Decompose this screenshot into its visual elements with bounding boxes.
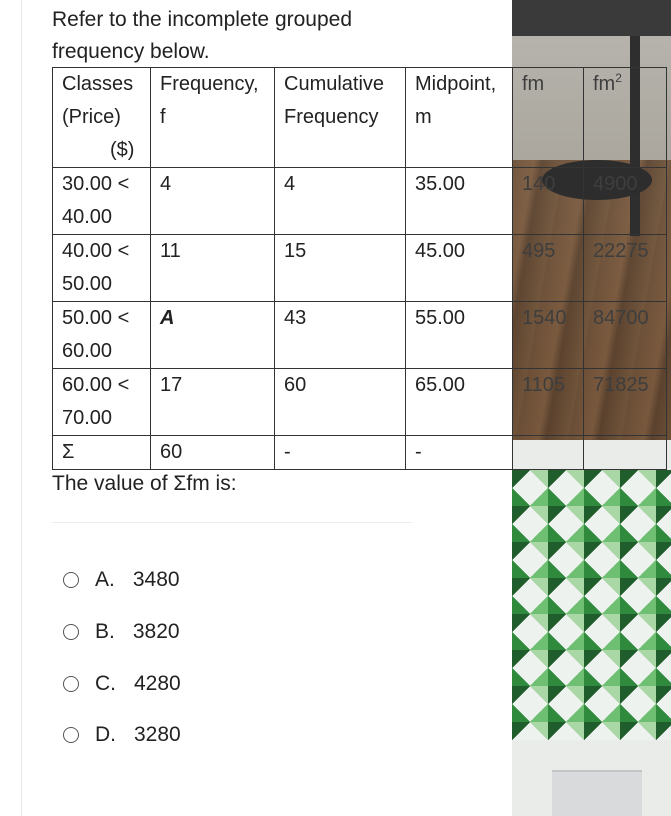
table-row	[53, 302, 667, 369]
frequency-cell: 4	[151, 168, 275, 235]
header-cumulative-frequency: Cumulative Frequency	[275, 68, 406, 168]
sum-cumulative: -	[275, 436, 406, 470]
option-d[interactable]	[63, 721, 181, 749]
option-c[interactable]	[63, 670, 181, 698]
intro-text	[52, 4, 492, 68]
option-value: 3480	[132, 568, 180, 591]
table-sum-row	[53, 436, 667, 470]
radio-button[interactable]	[63, 624, 79, 640]
class-cell: 50.00 < 60.00	[53, 302, 151, 369]
frequency-cell-unknown: A	[151, 302, 275, 369]
intro-line-1: Refer to the incomplete grouped	[52, 8, 353, 31]
header-classes: Classes (Price) ($)	[53, 68, 151, 168]
header-fm: fm	[513, 68, 584, 168]
sum-fm-squared	[584, 436, 667, 470]
option-a[interactable]	[63, 566, 180, 594]
sum-midpoint: -	[406, 436, 513, 470]
radio-button[interactable]	[63, 676, 79, 692]
fm-cell: 1540	[513, 302, 584, 369]
intro-line-2: frequency below.	[52, 40, 210, 63]
midpoint-cell: 65.00	[406, 369, 513, 436]
option-letter: A.	[95, 568, 115, 591]
table-header-row	[53, 68, 667, 168]
header-fm-squared: $fm^2$	[584, 68, 667, 168]
midpoint-cell: 45.00	[406, 235, 513, 302]
option-value: 3280	[134, 723, 181, 746]
sum-fm	[513, 436, 584, 470]
cumulative-frequency-cell: 15	[275, 235, 406, 302]
fm-squared-cell: 71825	[584, 369, 667, 436]
divider	[52, 522, 412, 523]
question-text: The value of Σfm is:	[52, 472, 237, 495]
fm-squared-cell: 84700	[584, 302, 667, 369]
header-frequency: Frequency, f	[151, 68, 275, 168]
header-midpoint: Midpoint, m	[406, 68, 513, 168]
fm-squared-cell: 22275	[584, 235, 667, 302]
table-row	[53, 168, 667, 235]
sum-label: Σ	[53, 436, 151, 470]
option-b[interactable]	[63, 618, 180, 646]
radio-button[interactable]	[63, 727, 79, 743]
left-margin-rule	[21, 0, 22, 816]
cumulative-frequency-cell: 4	[275, 168, 406, 235]
cumulative-frequency-cell: 43	[275, 302, 406, 369]
cumulative-frequency-cell: 60	[275, 369, 406, 436]
fm-squared-cell: 4900	[584, 168, 667, 235]
midpoint-cell: 55.00	[406, 302, 513, 369]
option-letter: D.	[95, 723, 116, 746]
fm-cell: 495	[513, 235, 584, 302]
midpoint-cell: 35.00	[406, 168, 513, 235]
class-cell: 40.00 < 50.00	[53, 235, 151, 302]
fm-cell: 140	[513, 168, 584, 235]
option-letter: C.	[95, 672, 116, 695]
grouped-frequency-table	[52, 67, 667, 470]
table-row	[53, 369, 667, 436]
table-row	[53, 235, 667, 302]
radio-button[interactable]	[63, 572, 79, 588]
option-value: 4280	[134, 672, 181, 695]
class-cell: 30.00 < 40.00	[53, 168, 151, 235]
frequency-cell: 11	[151, 235, 275, 302]
fm-cell: 1105	[513, 369, 584, 436]
option-letter: B.	[95, 620, 115, 643]
sum-frequency: 60	[151, 436, 275, 470]
class-cell: 60.00 < 70.00	[53, 369, 151, 436]
frequency-cell: 17	[151, 369, 275, 436]
option-value: 3820	[132, 620, 180, 643]
